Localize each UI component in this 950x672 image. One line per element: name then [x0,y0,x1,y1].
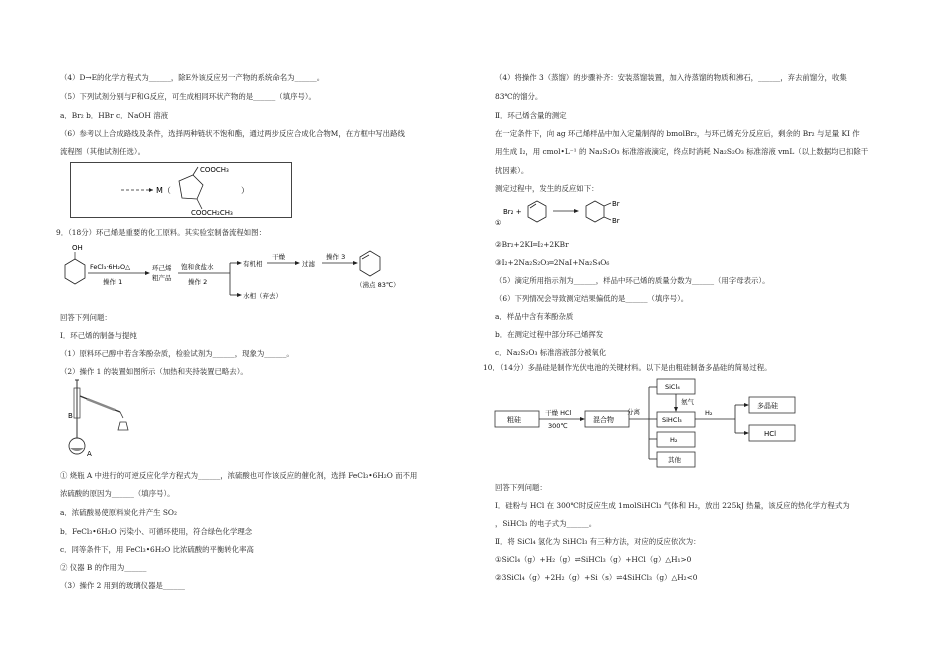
rxn1-br2: Br₂ + [503,208,522,216]
m-structure [71,163,291,217]
br-bottom: Br [612,217,620,225]
crude2-label: 粗产品 [152,274,172,282]
label-b: B [68,412,73,420]
dibromo-ring [586,201,604,222]
q10-title: 10．（14分）多晶硅是制作光伏电池的关键材料。以下是由粗硅制备多晶硅的简易过程。 [483,363,772,372]
oh-label: OH [72,244,83,252]
mix: 混合物 [593,416,614,424]
q8-6: （6）参考以上合成路线及条件，选择两种链状不饱和酯，通过两步反应合成化合物M，在方框中写出路线 [60,129,405,138]
m-sub2: COOCH₂CH₃ [191,209,233,217]
q9-4: （4）将操作 3（蒸馏）的步骤补齐：安装蒸馏装置，加入待蒸馏的物质和沸石，______，弃去前馏分，收集 [495,73,847,82]
q9-3: （3）操作 2 用到的玻璃仪器是______ [60,581,185,590]
cond2: 300℃ [548,422,568,430]
q8-5-options: a．Br₂ b．HBr c．NaOH 溶液 [60,111,168,120]
option-a-2: a．样品中含有苯酚杂质 [495,312,574,321]
br-top: Br [612,200,620,208]
answer-box-m [70,162,292,218]
reaction-2: ②Br₂+2KI═I₂+2KBr [495,240,569,249]
distillation-apparatus [65,378,155,458]
q10-i-cont: ，SiHCl₃ 的电子式为______。 [495,519,597,528]
q10-r1: ①SiCl₄（g）+H₂（g）⇌SiHCl₃（g）+HCl（g）△H₁>0 [495,555,692,564]
crude-si: 粗硅 [507,416,521,424]
cyclohexene-ring [528,201,546,222]
filter-label: 过滤 [302,260,315,268]
q8-5: （5）下列试剂分别与F和G反应，可生成相同环状产物的是______（填序号）。 [60,92,316,101]
sicl4: SiCl₄ [665,383,680,391]
answer-prompt: 回答下列问题： [60,313,112,322]
option-b: b．FeCl₃•6H₂O 污染小、可循环使用，符合绿色化学理念 [60,527,253,536]
right-column [485,0,905,672]
h2: H₂ [670,436,678,444]
h2-arrow: H₂ [705,409,713,417]
label-a: A [87,450,92,458]
poly: 多晶硅 [757,402,778,410]
q10-i: Ⅰ．硅粉与 HCl 在 300℃时反应生成 1molSiHCl₃ 气体和 H₂，放出 225kJ 热量，该反应的热化学方程式为 [495,501,850,510]
cyclohexanol-ring [65,259,85,284]
op2-label: 操作 2 [188,278,208,286]
q9-2a: ① 烧瓶 A 中进行的可逆反应化学方程式为______，浓硫酸也可作该反应的催化剂，选择 FeCl₃•6H₂O 而不用 [60,471,418,480]
m-close: ） [241,186,249,195]
q8-4: （4）D→E的化学方程式为______，除E外该反应另一产物的系统命名为______。 [60,73,325,82]
cyclohexene-ring [360,251,380,276]
option-c: c．同等条件下，用 FeCl₃•6H₂O 比浓硫酸的平衡转化率高 [60,545,254,554]
dry-label: 干燥 [272,253,285,261]
option-c-2: c．Na₂S₂O₃ 标准溶液部分被氧化 [495,348,607,357]
m-label: M（ [156,186,171,195]
q9-title: 9．（18分）环己烯是重要的化工原料。其实验室制备流程如图： [56,228,266,237]
rxn1-num: ① [495,219,502,227]
option-a: a．浓硫酸易使原料炭化并产生 SO₂ [60,508,177,517]
bp-label: （沸点 83℃） [356,281,400,289]
part-2: Ⅱ．环己烯含量的测定 [495,111,567,120]
option-b-2: b．在测定过程中部分环己烯挥发 [495,330,604,339]
hcl: HCl [764,430,777,438]
sep: 分离 [627,408,640,416]
op3-label: 操作 3 [326,253,346,261]
q9-1: （1）原料环己醇中若含苯酚杂质，检验试剂为______，现象为______。 [60,349,294,358]
q9-5: （5）滴定所用指示剂为______，样品中环己烯的质量分数为______（用字母表示）。 [495,276,770,285]
q9-6: （6）下列情况会导致测定结果偏低的是______（填序号）。 [495,294,689,303]
para-3: 扰因素）。 [495,166,529,175]
para-2: 用生成 I₂，用 cmol•L⁻¹ 的 Na₂S₂O₃ 标准溶液滴定，终点时消耗 Na₂S₂O₃ 标准溶液 vmL（以上数据均已扣除干 [495,147,869,156]
q10-r2: ②3SiCl₄（g）+2H₂（g）+Si（s）⇌4SiHCl₃（g）△H₂<0 [495,573,698,582]
m-sub1: COOCH₃ [200,166,229,174]
q10-ii: Ⅱ．将 SiCl₄ 氢化为 SiHCl₃ 有三种方法，对应的反应依次为： [495,537,701,546]
q9-4-cont: 83℃的馏分。 [495,92,543,101]
op1-label: 操作 1 [103,278,123,286]
crude-label: 环己烯 [152,264,172,272]
left-column [56,0,480,672]
reagent-label: FeCl₃·6H₂O△ [90,263,131,271]
q9-2: （2）操作 1 的装置如图所示（加热和夹持装置已略去）。 [60,367,248,376]
q10-flow-diagram [493,377,823,469]
cond1: 干燥 HCl [545,409,572,417]
organic-label: 有机相 [243,260,263,268]
other: 其他 [668,456,681,464]
q9-2a-cont: 浓硫酸的原因为______（填序号）。 [60,489,175,498]
reaction-1 [495,195,695,229]
para-1: 在一定条件下，向 ag 环己烯样品中加入定量制得的 bmolBr₂，与环己烯充分反应后，剩余的 Br₂ 与足量 KI 作 [495,129,860,138]
part-1: Ⅰ．环己烯的制备与提纯 [60,331,137,340]
answer-prompt-2: 回答下列问题： [495,483,547,492]
q9-2b: ② 仪器 B 的作用为______ [60,563,147,572]
reaction-3: ③I₂+2Na₂S₂O₃═2NaI+Na₂S₄O₆ [495,258,610,267]
sihcl3: SiHCl₃ [662,416,682,424]
q9-flow-diagram [60,241,420,303]
q8-6-cont: 流程图（其他试剂任选）。 [60,147,145,156]
brine-label: 饱和食盐水 [181,263,214,271]
para-4: 测定过程中，发生的反应如下： [495,184,599,193]
aqueous-label: 水相（弃去） [243,292,282,300]
nh3: 氨气 [681,398,694,406]
